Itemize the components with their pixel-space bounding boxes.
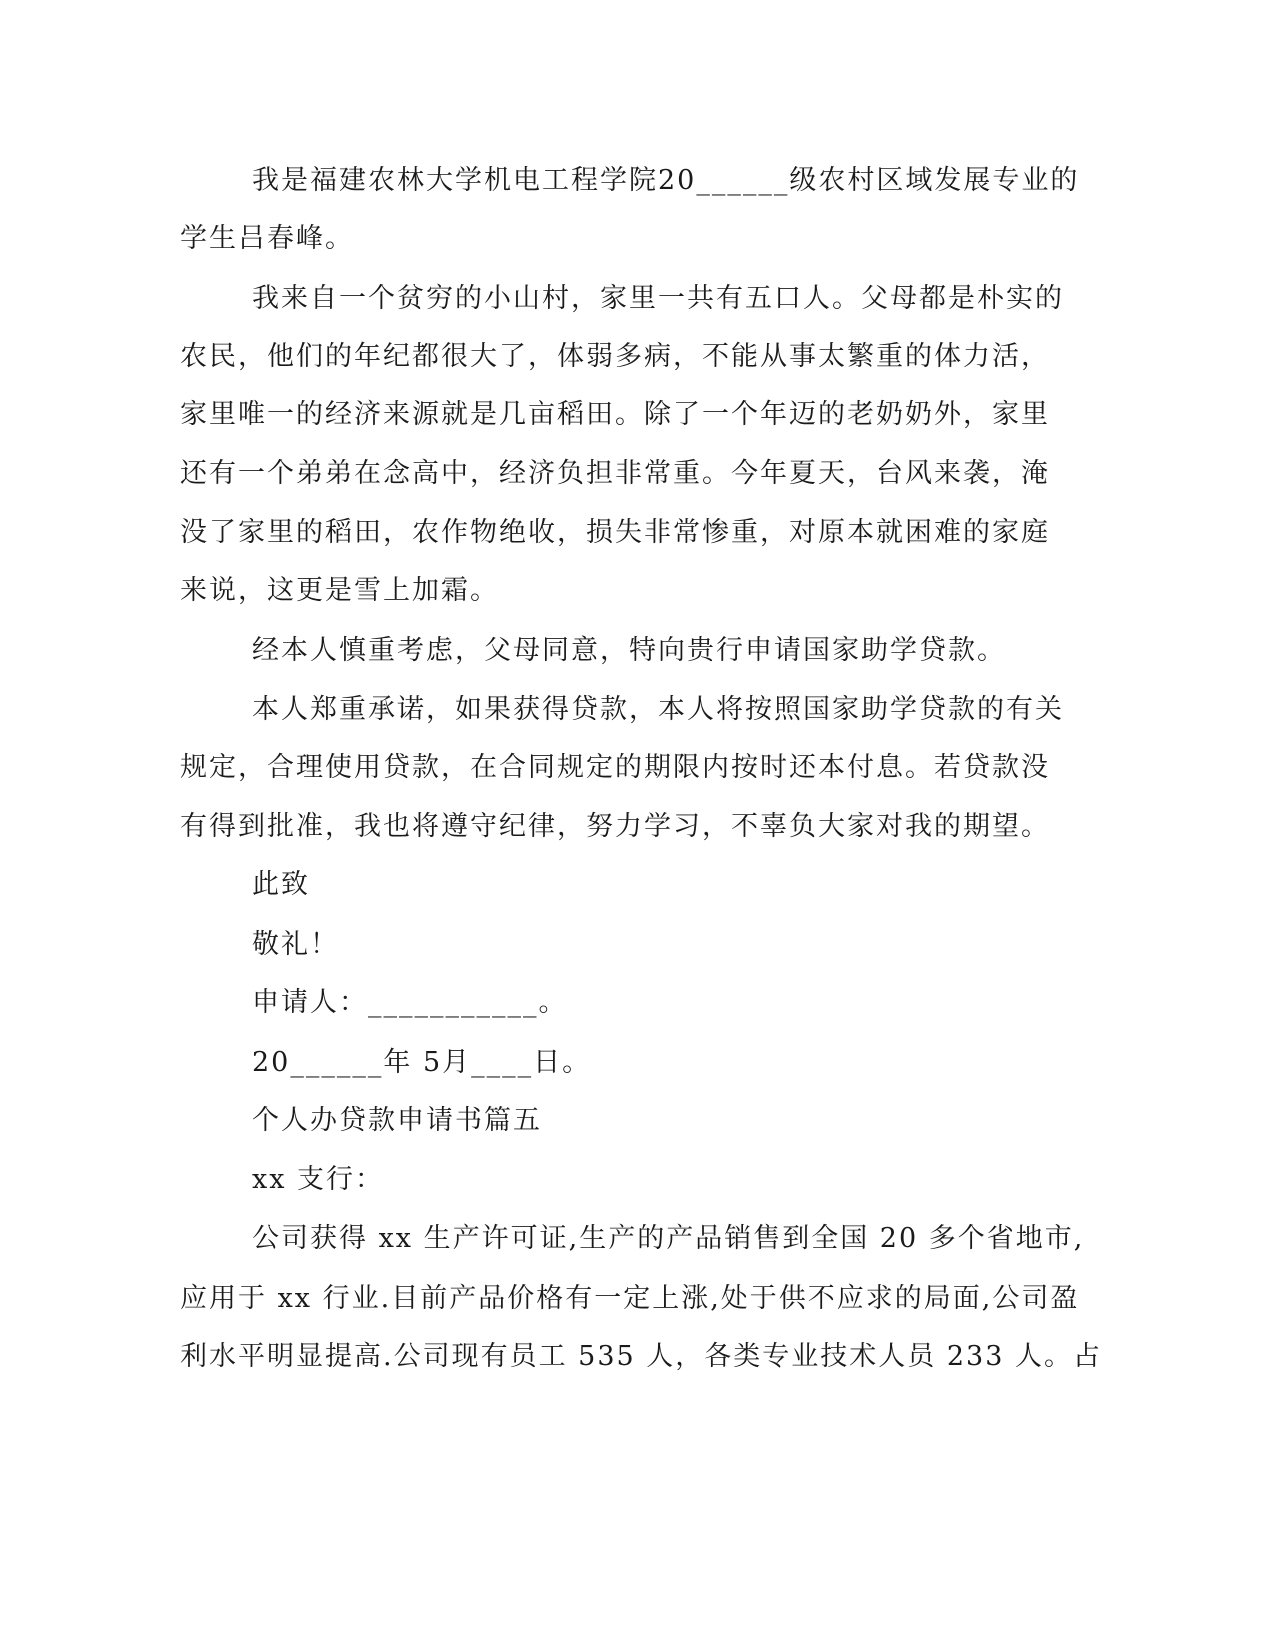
paragraph-line: 农民，他们的年纪都很大了，体弱多病，不能从事太繁重的体力活， (180, 341, 1050, 372)
paragraph-line: 公司获得 xx 生产许可证,生产的产品销售到全国 20 多个省地市, (252, 1223, 1085, 1254)
paragraph-line: 我来自一个贫穷的小山村，家里一共有五口人。父母都是朴实的 (252, 283, 1064, 314)
paragraph-line: 我是福建农林大学机电工程学院20______级农村区域发展专业的 (252, 165, 1080, 196)
paragraph-line: 家里唯一的经济来源就是几亩稻田。除了一个年迈的老奶奶外，家里 (180, 399, 1050, 430)
applicant-line: 申请人：___________。 (252, 987, 568, 1018)
paragraph-line: 还有一个弟弟在念高中，经济负担非常重。今年夏天，台风来袭，淹 (180, 458, 1050, 489)
paragraph-line: 应用于 xx 行业.目前产品价格有一定上涨,处于供不应求的局面,公司盈 (180, 1283, 1080, 1314)
paragraph-line: 没了家里的稻田，农作物绝收，损失非常惨重，对原本就困难的家庭 (180, 517, 1050, 548)
date-line: 20______年 5月____日。 (252, 1047, 592, 1078)
paragraph-line: 有得到批准，我也将遵守纪律，努力学习，不辜负大家对我的期望。 (180, 811, 1050, 842)
paragraph-line: 利水平明显提高.公司现有员工 535 人，各类专业技术人员 233 人。占 (180, 1341, 1102, 1372)
paragraph-line: 学生吕春峰。 (180, 223, 354, 254)
paragraph-line: 本人郑重承诺，如果获得贷款，本人将按照国家助学贷款的有关 (252, 694, 1064, 725)
paragraph-line: 来说，这更是雪上加霜。 (180, 575, 499, 606)
addressee-line: xx 支行： (252, 1164, 385, 1195)
closing-line: 此致 (252, 869, 310, 900)
closing-line: 敬礼！ (252, 929, 339, 960)
paragraph-line: 经本人慎重考虑，父母同意，特向贵行申请国家助学贷款。 (252, 635, 1006, 666)
section-heading: 个人办贷款申请书篇五 (252, 1105, 542, 1136)
paragraph-line: 规定，合理使用贷款，在合同规定的期限内按时还本付息。若贷款没 (180, 752, 1050, 783)
